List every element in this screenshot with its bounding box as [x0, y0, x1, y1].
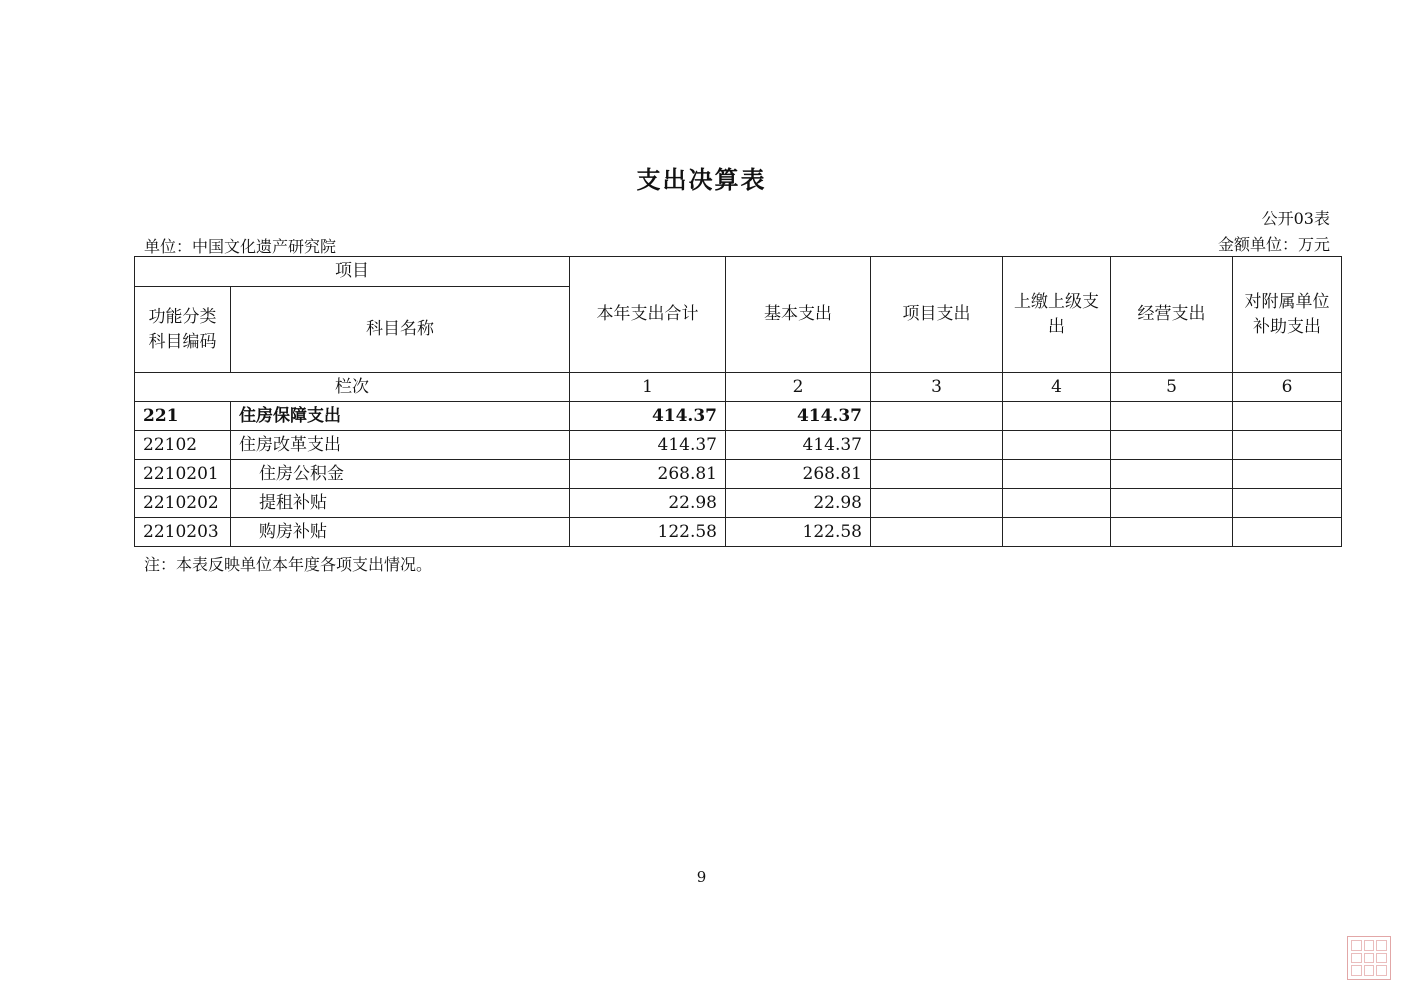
seal-stamp-icon [1347, 936, 1391, 980]
empty-cell [1111, 402, 1233, 431]
header-subsidy: 对附属单位补助支出 [1233, 257, 1342, 373]
amount-unit: 金额单位：万元 [1217, 235, 1330, 254]
col-number: 2 [726, 373, 871, 402]
empty-cell [1111, 489, 1233, 518]
table-row [135, 402, 1342, 431]
header-total: 本年支出合计 [570, 257, 726, 373]
row-total: 414.37 [570, 402, 726, 431]
empty-cell [1233, 402, 1342, 431]
expenditure-table [134, 256, 1342, 547]
column-number-row [135, 373, 1342, 402]
row-code: 221 [135, 402, 231, 431]
table-row [135, 431, 1342, 460]
table-row [135, 518, 1342, 547]
row-name: 购房补贴 [231, 518, 570, 547]
empty-cell [1003, 431, 1111, 460]
header-code: 功能分类科目编码 [135, 287, 231, 373]
row-basic: 414.37 [726, 402, 871, 431]
row-code: 2210203 [135, 518, 231, 547]
empty-cell [1233, 489, 1342, 518]
empty-cell [1111, 518, 1233, 547]
header-row-1 [135, 257, 1342, 287]
row-code: 22102 [135, 431, 231, 460]
empty-cell [1111, 431, 1233, 460]
page-title: 支出决算表 [636, 165, 767, 194]
row-basic: 414.37 [726, 431, 871, 460]
empty-cell [1233, 460, 1342, 489]
header-basic: 基本支出 [726, 257, 871, 373]
row-code: 2210201 [135, 460, 231, 489]
empty-cell [871, 431, 1003, 460]
row-code: 2210202 [135, 489, 231, 518]
empty-cell [871, 489, 1003, 518]
row-total: 122.58 [570, 518, 726, 547]
col-number: 4 [1003, 373, 1111, 402]
table-row [135, 489, 1342, 518]
header-project-exp: 项目支出 [871, 257, 1003, 373]
row-name: 住房改革支出 [231, 431, 570, 460]
reporting-unit: 单位：中国文化遗产研究院 [144, 237, 337, 256]
col-number: 5 [1111, 373, 1233, 402]
header-remit: 上缴上级支出 [1003, 257, 1111, 373]
empty-cell [1003, 402, 1111, 431]
header-project: 项目 [135, 257, 570, 287]
row-label: 栏次 [135, 373, 570, 402]
header-subject: 科目名称 [231, 287, 570, 373]
row-name: 提租补贴 [231, 489, 570, 518]
empty-cell [1003, 460, 1111, 489]
empty-cell [1003, 518, 1111, 547]
row-name: 住房保障支出 [231, 402, 570, 431]
col-number: 1 [570, 373, 726, 402]
empty-cell [871, 460, 1003, 489]
row-name: 住房公积金 [231, 460, 570, 489]
row-total: 268.81 [570, 460, 726, 489]
empty-cell [1233, 518, 1342, 547]
table-note: 注：本表反映单位本年度各项支出情况。 [144, 555, 433, 574]
page-number: 9 [696, 868, 707, 886]
row-basic: 22.98 [726, 489, 871, 518]
row-total: 414.37 [570, 431, 726, 460]
empty-cell [1003, 489, 1111, 518]
empty-cell [1111, 460, 1233, 489]
empty-cell [1233, 431, 1342, 460]
header-operating: 经营支出 [1111, 257, 1233, 373]
row-total: 22.98 [570, 489, 726, 518]
empty-cell [871, 518, 1003, 547]
col-number: 3 [871, 373, 1003, 402]
form-number: 公开03表 [1261, 209, 1330, 228]
row-basic: 122.58 [726, 518, 871, 547]
col-number: 6 [1233, 373, 1342, 402]
row-basic: 268.81 [726, 460, 871, 489]
table-row [135, 460, 1342, 489]
empty-cell [871, 402, 1003, 431]
